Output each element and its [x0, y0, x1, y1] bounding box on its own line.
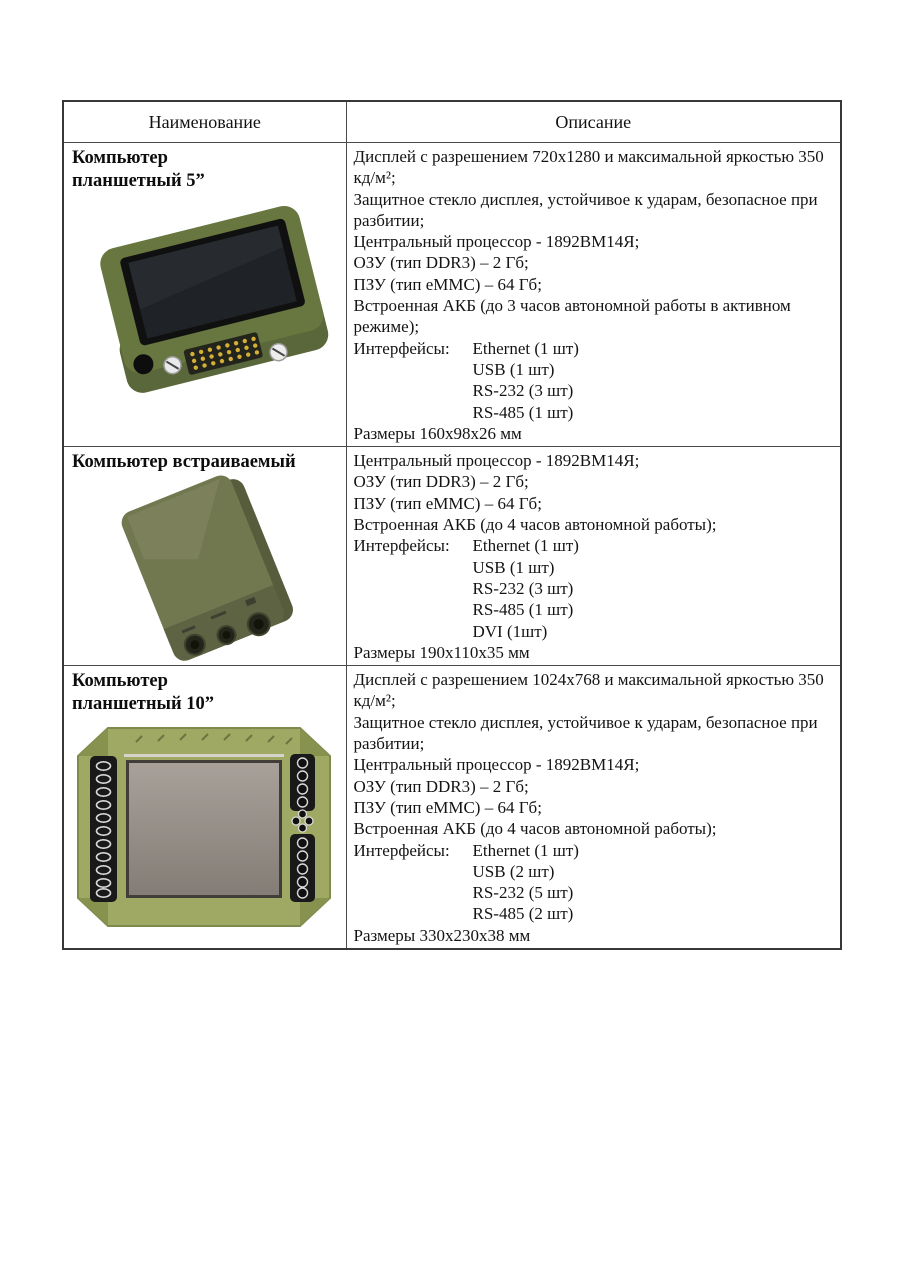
tablet-5-photo	[74, 197, 346, 397]
header-name-column: Наименование	[63, 101, 346, 143]
interface-item: RS-485 (1 шт)	[472, 402, 574, 422]
table-row-embedded	[63, 447, 841, 666]
device-photo	[72, 197, 338, 397]
spec-line: Защитное стекло дисплея, устойчивое к ударам, безопасное при разбитии;	[353, 189, 818, 230]
device-name	[72, 670, 338, 716]
interfaces-label: Интерфейсы:	[353, 338, 450, 358]
spec-line: Встроенная АКБ (до 4 часов автономной работы);	[353, 819, 717, 839]
spec-line: Дисплей с разрешением 720x1280 и максимальной яркостью 350 кд/м²;	[353, 147, 824, 188]
interface-item: RS-232 (5 шт)	[472, 883, 574, 903]
spec-line: ОЗУ (тип DDR3) – 2 Гб;	[353, 776, 529, 796]
device-name-line: планшетный 10”	[72, 694, 215, 715]
device-spec-table	[62, 100, 842, 950]
spec-line: ОЗУ (тип DDR3) – 2 Гб;	[353, 472, 529, 492]
interface-item: USB (1 шт)	[472, 359, 555, 379]
interface-item: Ethernet (1 шт)	[472, 338, 579, 358]
interfaces-block	[354, 535, 833, 641]
device-specs	[354, 146, 833, 444]
spec-line: ПЗУ (тип eMMC) – 64 Гб;	[353, 797, 542, 817]
tablet-10-photo	[74, 722, 334, 932]
device-specs	[354, 450, 833, 663]
interface-item: Ethernet (1 шт)	[472, 536, 579, 556]
interface-item: RS-232 (3 шт)	[472, 578, 574, 598]
spec-line: Встроенная АКБ (до 3 часов автономной работы в активном режиме);	[353, 296, 791, 337]
name-cell	[63, 447, 346, 666]
interface-item: RS-485 (2 шт)	[472, 904, 574, 924]
spec-line: ПЗУ (тип eMMC) – 64 Гб;	[353, 493, 542, 513]
header-description-column: Описание	[346, 101, 841, 143]
interface-item: Ethernet (1 шт)	[472, 840, 579, 860]
spec-line: Центральный процессор - 1892ВМ14Я;	[353, 451, 640, 471]
name-cell	[63, 666, 346, 949]
spec-line: ПЗУ (тип eMMC) – 64 Гб;	[353, 274, 542, 294]
interfaces-block	[354, 840, 833, 925]
spec-line: Дисплей с разрешением 1024x768 и максимальной яркостью 350 кд/м²;	[353, 670, 824, 711]
interface-item: RS-485 (1 шт)	[472, 600, 574, 620]
table-row-tablet-10	[63, 666, 841, 949]
interface-item: USB (2 шт)	[472, 861, 555, 881]
device-name-line: планшетный 5”	[72, 171, 205, 191]
description-cell	[346, 143, 841, 447]
spec-line: Встроенная АКБ (до 4 часов автономной работы);	[353, 515, 717, 535]
table-row-tablet-5	[63, 143, 841, 447]
dimensions-line: Размеры 160x98x26 мм	[353, 423, 522, 443]
device-name-line: Компьютер	[72, 671, 168, 692]
name-cell	[63, 143, 346, 447]
description-cell	[346, 666, 841, 949]
interfaces-label: Интерфейсы:	[353, 536, 450, 556]
device-photo	[72, 478, 338, 660]
device-name-line: Компьютер встраиваемый	[72, 452, 296, 473]
interface-item: DVI (1шт)	[472, 621, 548, 641]
device-specs	[354, 669, 833, 946]
table-header-row	[63, 101, 841, 143]
dimensions-line: Размеры 330x230x38 мм	[353, 925, 531, 945]
device-name-line: Компьютер	[72, 148, 168, 168]
interfaces-block	[354, 338, 833, 423]
interface-item: RS-232 (3 шт)	[472, 381, 574, 401]
dimensions-line: Размеры 190x110x35 мм	[353, 642, 530, 662]
embedded-computer-photo	[74, 478, 309, 660]
interface-item: USB (1 шт)	[472, 557, 555, 577]
device-photo	[72, 722, 338, 932]
description-cell	[346, 447, 841, 666]
spec-line: Защитное стекло дисплея, устойчивое к ударам, безопасное при разбитии;	[353, 712, 818, 754]
device-name	[72, 451, 338, 474]
spec-line: Центральный процессор - 1892ВМ14Я;	[353, 232, 640, 252]
spec-line: Центральный процессор - 1892ВМ14Я;	[353, 755, 640, 775]
device-name	[72, 147, 338, 193]
interfaces-label: Интерфейсы:	[353, 840, 450, 860]
spec-line: ОЗУ (тип DDR3) – 2 Гб;	[353, 253, 529, 273]
